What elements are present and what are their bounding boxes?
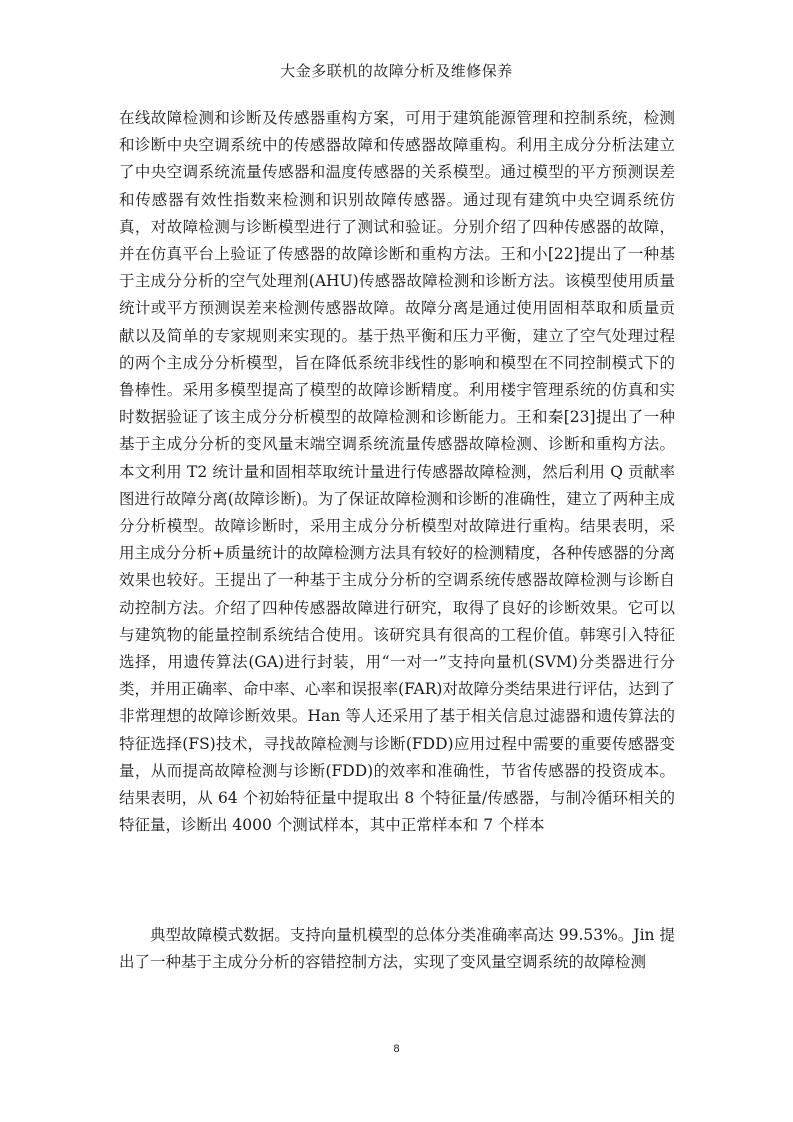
paragraph-text: 典型故障模式数据。支持向量机模型的总体分类准确率高达 99.53%。Jin 提出了一种基于主成分分析的容错控制方法，实现了变风量空调系统的故障检测 (119, 926, 675, 972)
body-paragraph-2 (119, 922, 675, 976)
paragraph-text: 在线故障检测和诊断及传感器重构方案，可用于建筑能源管理和控制系统，检测和诊断中央空调系统中的传感器故障和传感器故障重构。利用主成分分析法建立了中央空调系统流量传感器和温度传感器的关系模型。通过模型的平方预测误差和传感器有效性指数来检测和识别故障传感器。通过现有建筑中央空调系统仿真，对故障检测与诊断模型进行了测试和验证。分别介绍了四种传感器的故障，并在仿真平台上验证了传感器的故障诊断和重构方法。王和小[22]提出了一种基于主成分分析的空气处理剂(AHU)传感器故障检测和诊断方法。该模型使用质量统计或平方预测误差来检测传感器故障。故障分离是通过使用固相萃取和质量贡献以及简单的专家规则来实现的。基于热平衡和压力平衡，建立了空气处理过程的两个主成分分析模型，旨在降低系统非线性的影响和模型在不同控制模式下的鲁棒性。采用多模型提高了模型的故障诊断精度。利用楼宇管理系统的仿真和实时数据验证了该主成分分析模型的故障检测和诊断能力。王和秦[23]提出了一种基于主成分分析的变风量末端空调系统流量传感器故障检测、诊断和重构方法。本文利用 T2 统计量和固相萃取统计量进行传感器故障检测，然后利用 Q 贡献率图进行故障分离(故障诊断)。为了保证故障检测和诊断的准确性，建立了两种主成分分析模型。故障诊断时，采用主成分分析模型对故障进行重构。结果表明，采用主成分分析+质量统计的故障检测方法具有较好的检测精度，各种传感器的分离效果也较好。王提出了一种基于主成分分析的空调系统传感器故障检测与诊断自动控制方法。介绍了四种传感器故障进行研究，取得了良好的诊断效果。它可以与建筑物的能量控制系统结合使用。该研究具有很高的工程价值。韩寒引入特征选择，用遗传算法(GA)进行封装，用“一对一”支持向量机(SVM)分类器进行分类，并用正确率、命中率、心率和误报率(FAR)对故障分类结果进行评估，达到了非常理想的故障诊断效果。Han 等人还采用了基于相关信息过滤器和遗传算法的特征选择(FS)技术，寻找故障检测与诊断(FDD)应用过程中需要的重要传感器变量，从而提高故障检测与诊断(FDD)的效率和准确性，节省传感器的投资成本。结果表明，从 64 个初始特征量中提取出 8 个特征量/传感器，与制冷循环相关的特征量，诊断出 4000 个测试样本，其中正常样本和 7 个样本 (119, 109, 675, 835)
body-paragraph-1 (119, 105, 675, 839)
running-header: 大金多联机的故障分析及维修保养 (280, 62, 513, 80)
page-number: 8 (393, 1043, 400, 1055)
